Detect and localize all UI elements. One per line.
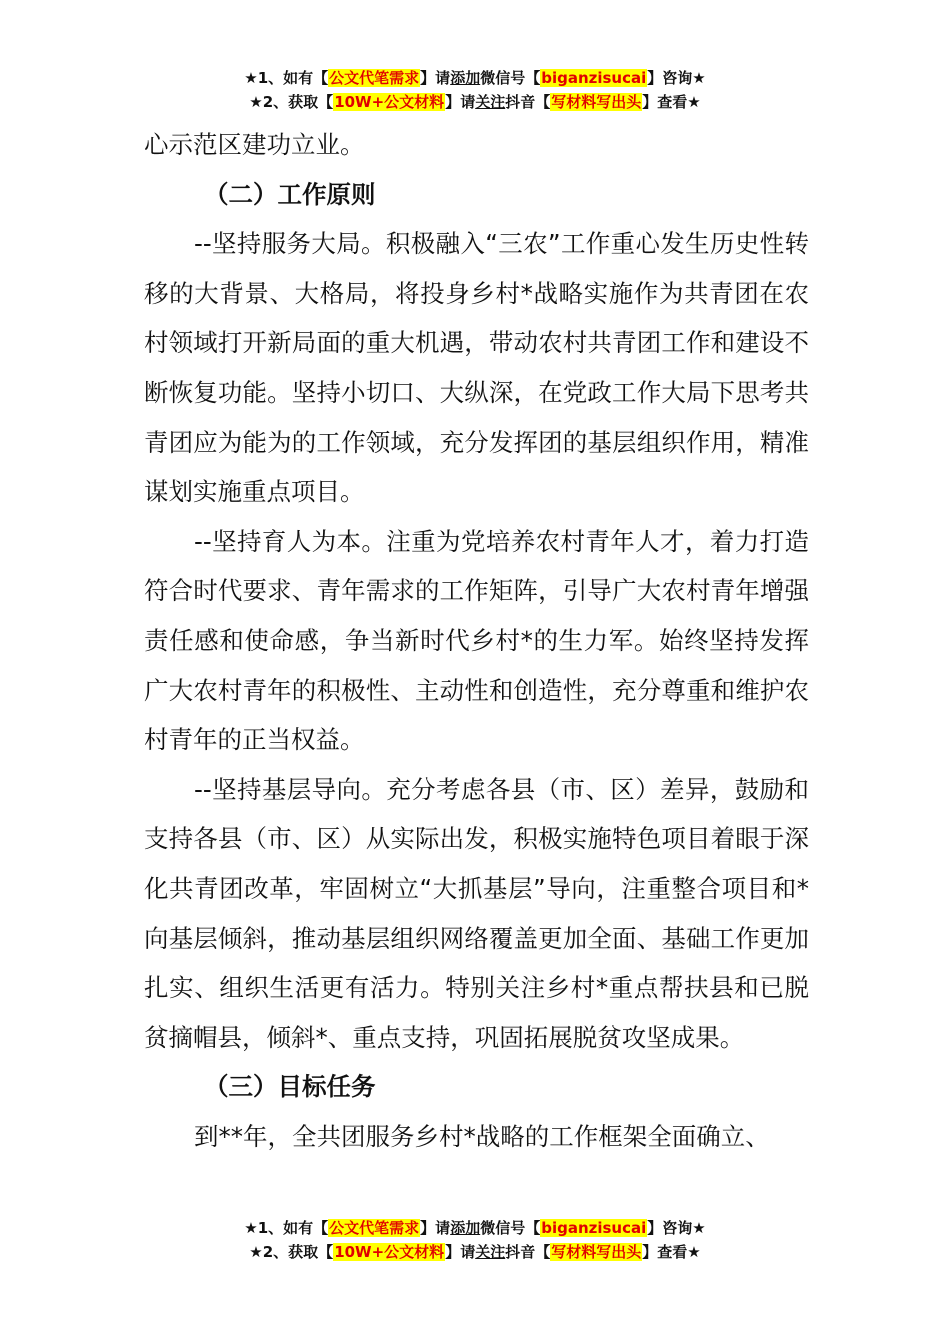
promo-highlight: biganzisucai <box>541 69 647 87</box>
promo-text: ★1、如有【 <box>244 69 329 87</box>
section-heading-goals: （三）目标任务 <box>204 1072 376 1102</box>
promo-line-2 <box>0 1240 950 1264</box>
promo-text: 抖音【 <box>505 1243 551 1261</box>
promo-text: 】查看★ <box>642 1243 701 1261</box>
promo-underline: 关注 <box>475 93 506 111</box>
promo-text: 微信号【 <box>480 69 541 87</box>
continuation-line: 心示范区建功立业。 <box>144 130 365 159</box>
promo-text: 】请 <box>420 1219 451 1237</box>
promo-underline: 添加 <box>450 1219 481 1237</box>
paragraph-grassroots: --坚持基层导向。充分考虑各县（市、区）差异，鼓励和支持各县（市、区）从实际出发，积极实施特色项目着眼于深化共青团改革，牢固树立“大抓基层”导向，注重整合项目和*向基层倾斜，推动基层组织网络覆盖更加全面、基础工作更加扎实、组织生活更有活力。特别关注乡村*重点帮扶县和已脱贫摘帽县，倾斜*、重点支持，巩固拓展脱贫攻坚成果。 <box>144 774 809 1052</box>
promo-text: 】请 <box>420 69 451 87</box>
section-heading-principles: （二）工作原则 <box>204 179 376 209</box>
promo-text: 】请 <box>445 1243 476 1261</box>
promo-text: ★1、如有【 <box>244 1219 329 1237</box>
promo-underline: 添加 <box>450 69 481 87</box>
document-body <box>144 120 809 1161</box>
promo-text: 微信号【 <box>480 1219 541 1237</box>
paragraph-education: --坚持育人为本。注重为党培养农村青年人才，着力打造符合时代要求、青年需求的工作矩阵，引导广大农村青年增强责任感和使命感，争当新时代乡村*的生力军。始终坚持发挥广大农村青年的积极性、主动性和创造性，充分尊重和维护农村青年的正当权益。 <box>144 526 809 755</box>
promo-highlight: 写材料写出头 <box>551 93 642 111</box>
promo-highlight: 10W+公文材料 <box>334 1243 445 1261</box>
promo-text: 】查看★ <box>642 93 701 111</box>
promo-text: 】咨询★ <box>647 69 706 87</box>
promo-text: 】请 <box>445 93 476 111</box>
promo-highlight: biganzisucai <box>541 1219 647 1237</box>
promo-text: ★2、获取【 <box>249 1243 334 1261</box>
promo-banner-bottom <box>0 1216 950 1264</box>
promo-highlight: 10W+公文材料 <box>334 93 445 111</box>
promo-highlight: 公文代笔需求 <box>329 1219 420 1237</box>
promo-banner-top <box>0 66 950 114</box>
promo-text: 抖音【 <box>505 93 551 111</box>
promo-line-1 <box>0 1216 950 1240</box>
promo-line-1 <box>0 66 950 90</box>
promo-highlight: 公文代笔需求 <box>329 69 420 87</box>
promo-text: 】咨询★ <box>647 1219 706 1237</box>
promo-line-2 <box>0 90 950 114</box>
paragraph-goals: 到**年，全共团服务乡村*战略的工作框架全面确立、 <box>194 1121 770 1151</box>
promo-underline: 关注 <box>475 1243 506 1261</box>
paragraph-service: --坚持服务大局。积极融入“三农”工作重心发生历史性转移的大背景、大格局，将投身乡村*战略实施作为共青团在农村领域打开新局面的重大机遇，带动农村共青团工作和建设不断恢复功能。坚持小切口、大纵深，在党政工作大局下思考共青团应为能为的工作领域，充分发挥团的基层组织作用，精准谋划实施重点项目。 <box>144 229 809 507</box>
promo-highlight: 写材料写出头 <box>551 1243 642 1261</box>
promo-text: ★2、获取【 <box>249 93 334 111</box>
